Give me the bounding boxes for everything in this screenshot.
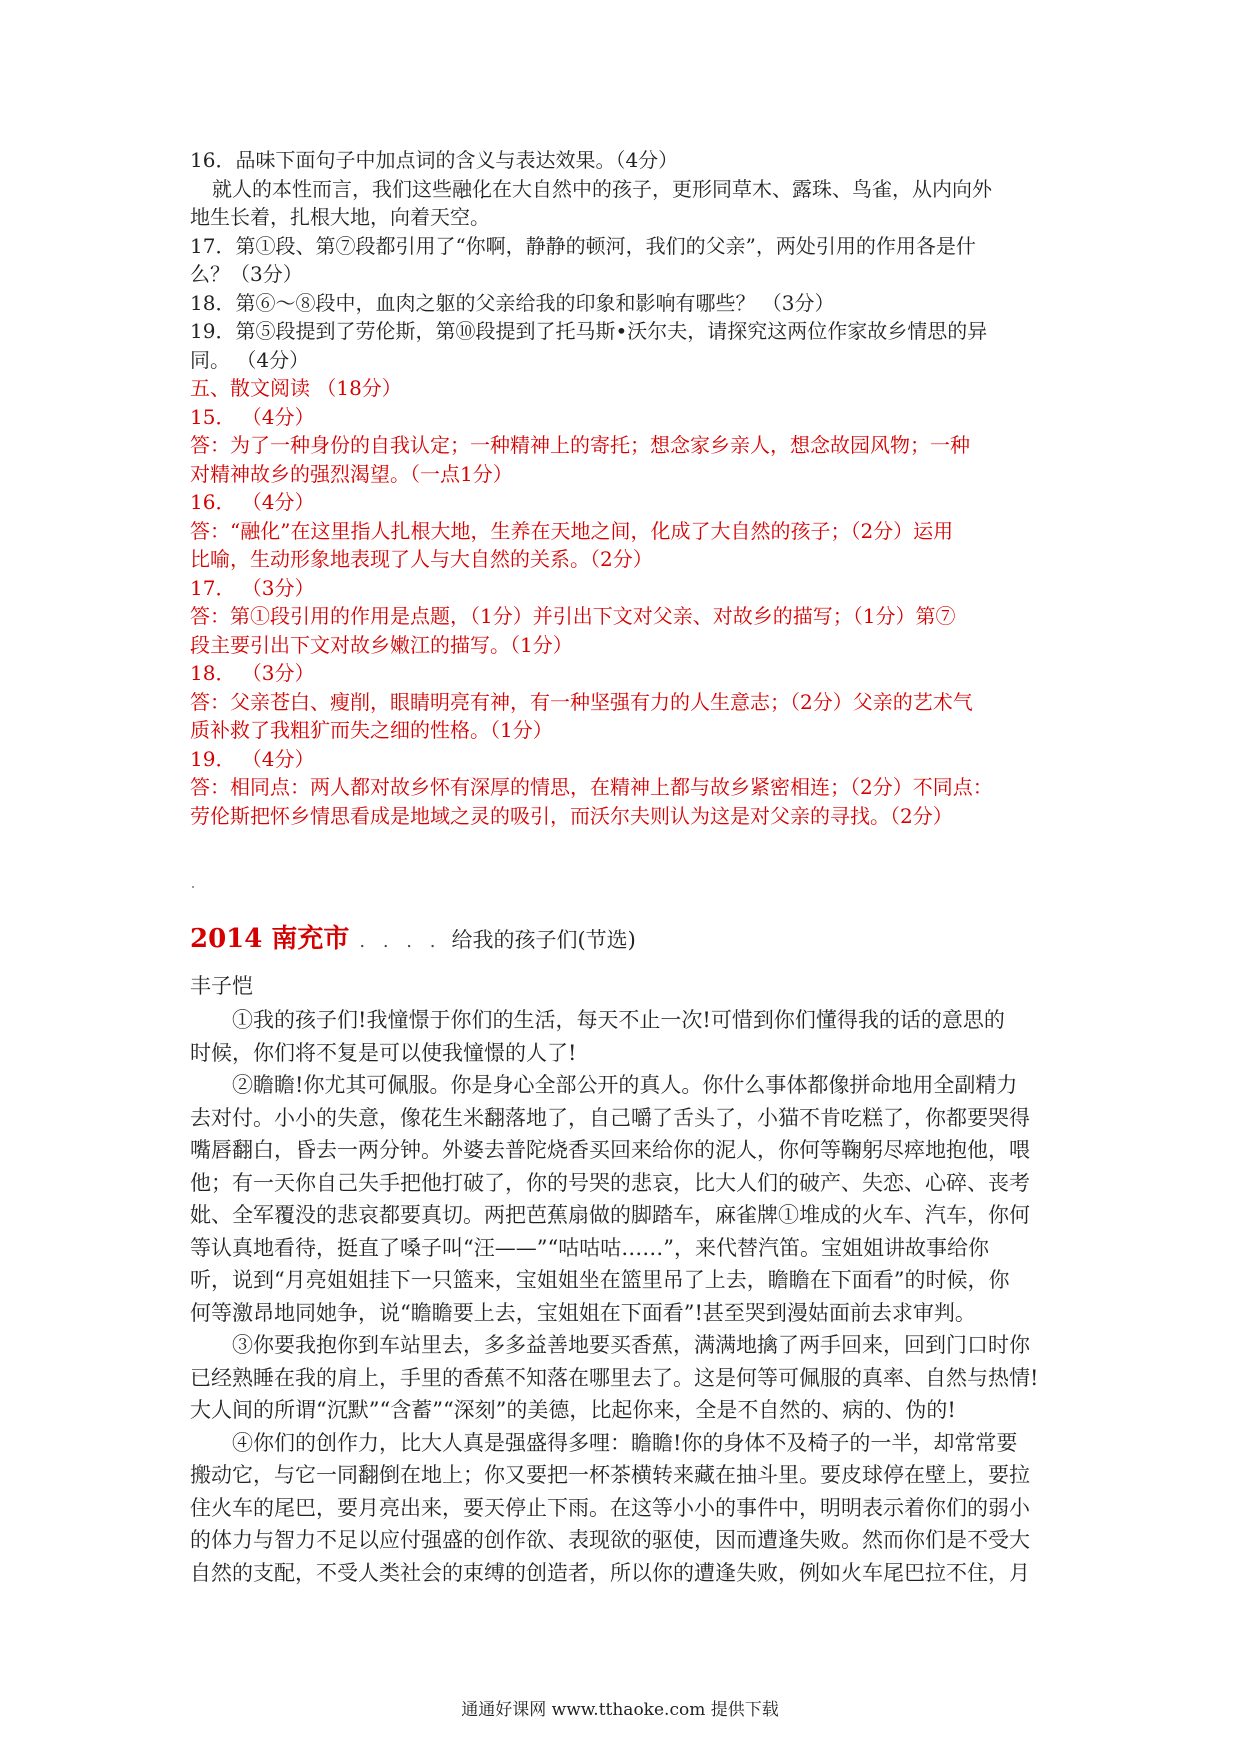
answer-19: 答：相同点：两人都对故乡怀有深厚的情思，在精神上都与故乡紧密相连；（2分）不同点：	[190, 775, 993, 799]
paragraph-3: ③你要我抱你到车站里去，多多益善地要买香蕉，满满地擒了两手回来，回到门口时你	[232, 1333, 1030, 1357]
answer-16-label: 16． （4分）	[190, 490, 315, 514]
paragraph-2: ②瞻瞻!你尤其可佩服。你是身心全部公开的真人。你什么事体都像拼命地用全副精力	[232, 1073, 1018, 1097]
paragraph-2-line: 何等激昂地同她争，说“瞻瞻要上去，宝姐姐在下面看”!甚至哭到漫姑面前去求审判。	[190, 1300, 976, 1325]
answer-19-label: 19． （4分）	[190, 746, 315, 771]
stray-mark	[192, 886, 194, 888]
answer-18: 答：父亲苍白、瘦削，眼睛明亮有神，有一种坚强有力的人生意志；（2分）父亲的艺术气	[190, 689, 973, 714]
article-title-row	[190, 918, 636, 958]
answer-19-cont: 劳伦斯把怀乡情思看成是地域之灵的吸引，而沃尔夫则认为这是对父亲的寻找。（2分）	[190, 803, 953, 828]
paragraph-4-line: 搬动它，与它一同翻倒在地上；你又要把一杯茶横转来藏在抽斗里。要皮球停在壁上，要拉	[190, 1463, 1030, 1487]
answer-18-label: 18． （3分）	[190, 661, 315, 685]
question-17-cont: 么？（3分）	[190, 262, 303, 286]
answer-16-cont: 比喻，生动形象地表现了人与大自然的关系。（2分）	[190, 547, 653, 571]
answer-17: 答：第①段引用的作用是点题，（1分）并引出下文对父亲、对故乡的描写；（1分）第⑦	[190, 604, 956, 628]
paragraph-1: ①我的孩子们!我憧憬于你们的生活，每天不止一次!可惜到你们懂得我的话的意思的	[232, 1008, 1005, 1032]
paragraph-4-line: 的体力与智力不足以应付强盛的创作欲、表现欲的驱使，因而遭逢失败。然而你们是不受大	[190, 1528, 1030, 1552]
paragraph-4-line: 住火车的尾巴，要月亮出来，要天停止下雨。在这等小小的事件中，明明表示着你们的弱小	[190, 1495, 1030, 1520]
answers-section	[190, 374, 1070, 830]
answer-17-cont: 段主要引出下文对故乡嫩江的描写。（1分）	[190, 632, 573, 657]
answer-section-heading: 五、散文阅读 （18分）	[190, 376, 402, 400]
answer-15: 答：为了一种身份的自我认定；一种精神上的寄托；想念家乡亲人，想念故园风物；一种	[190, 433, 970, 457]
paragraph-4: ④你们的创作力，比大人真是强盛得多哩：瞻瞻!你的身体不及椅子的一半，却常常要	[232, 1430, 1018, 1455]
paragraph-2-line: 听，说到“月亮姐姐挂下一只篮来，宝姐姐坐在篮里吊了上去，瞻瞻在下面看”的时候，你	[190, 1268, 1010, 1292]
question-16-sentence-cont: 地生长着，扎根大地，向着天空。	[190, 205, 490, 229]
article-body	[190, 1004, 1070, 1589]
paragraph-4-line: 自然的支配，不受人类社会的束缚的创造者，所以你的遭逢失败，例如火车尾巴拉不住，月	[190, 1560, 1030, 1585]
paragraph-1-cont: 时候，你们将不复是可以使我憧憬的人了!	[190, 1040, 577, 1065]
question-18: 18．第⑥～⑧段中，血肉之躯的父亲给我的印象和影响有哪些？ （3分）	[190, 290, 835, 315]
emphasis-dot-hua: 化	[472, 176, 492, 201]
article-author: 丰子恺	[190, 974, 253, 998]
paragraph-2-line: 等认真地看待，挺直了嗓子叫“汪——”“咕咕咕……”，来代替汽笛。宝姐姐讲故事给你	[190, 1235, 989, 1260]
paragraph-2-line: 妣、全军覆没的悲哀都要真切。两把芭蕉扇做的脚踏车，麻雀牌①堆成的火车、汽车，你何	[190, 1203, 1030, 1227]
question-16-sentence: 就人的本性而言，我们这些融化在大自然中的孩子，更形同草木、露珠、鸟雀，从内向外	[212, 176, 992, 201]
paragraph-3-line: 大人间的所谓“沉默”“含蓄”“深刻”的美德，比起你来，全是不自然的、病的、伪的!	[190, 1398, 956, 1422]
question-19-cont: 同。 （4分）	[190, 347, 310, 372]
article-year-city: 2014 南充市	[190, 924, 350, 954]
article-title: 给我的孩子们(节选)	[451, 928, 636, 952]
answer-17-label: 17． （3分）	[190, 575, 315, 600]
question-16: 16．品味下面句子中加点词的含义与表达效果。（4分）	[190, 148, 679, 172]
paragraph-2-line: 嘴唇翻白，昏去一两分钟。外婆去普陀烧香买回来给你的泥人，你何等鞠躬尽瘁地抱他，喂	[190, 1138, 1030, 1162]
paragraph-2-line: 去对付。小小的失意，像花生米翻落地了，自己嚼了舌头了，小猫不肯吃糕了，你都要哭得	[190, 1105, 1030, 1130]
answer-15-cont: 对精神故乡的强烈渴望。（一点1分）	[190, 461, 513, 486]
answer-16: 答：“融化”在这里指人扎根大地，生养在天地之间，化成了大自然的孩子；（2分）运用	[190, 518, 954, 543]
emphasis-dot-rong: 融	[452, 176, 472, 201]
question-17: 17．第①段、第⑦段都引用了“你啊，静静的顿河，我们的父亲”，两处引用的作用各是什	[190, 233, 976, 258]
paragraph-2-line: 他；有一天你自己失手把他打破了，你的号哭的悲哀，比大人们的破产、失恋、心碎、丧考	[190, 1170, 1030, 1195]
answer-15-label: 15． （4分）	[190, 404, 315, 429]
title-dots: . . . .	[359, 931, 442, 952]
page-footer: 通通好课网 www.tthaoke.com 提供下载	[461, 1700, 779, 1720]
question-19: 19．第⑤段提到了劳伦斯，第⑩段提到了托马斯•沃尔夫，请探究这两位作家故乡情思的异	[190, 319, 988, 343]
paragraph-3-line: 已经熟睡在我的肩上，手里的香蕉不知落在哪里去了。这是何等可佩服的真率、自然与热情!	[190, 1365, 1039, 1390]
questions-section	[190, 146, 1070, 374]
answer-18-cont: 质补救了我粗犷而失之细的性格。（1分）	[190, 718, 553, 742]
